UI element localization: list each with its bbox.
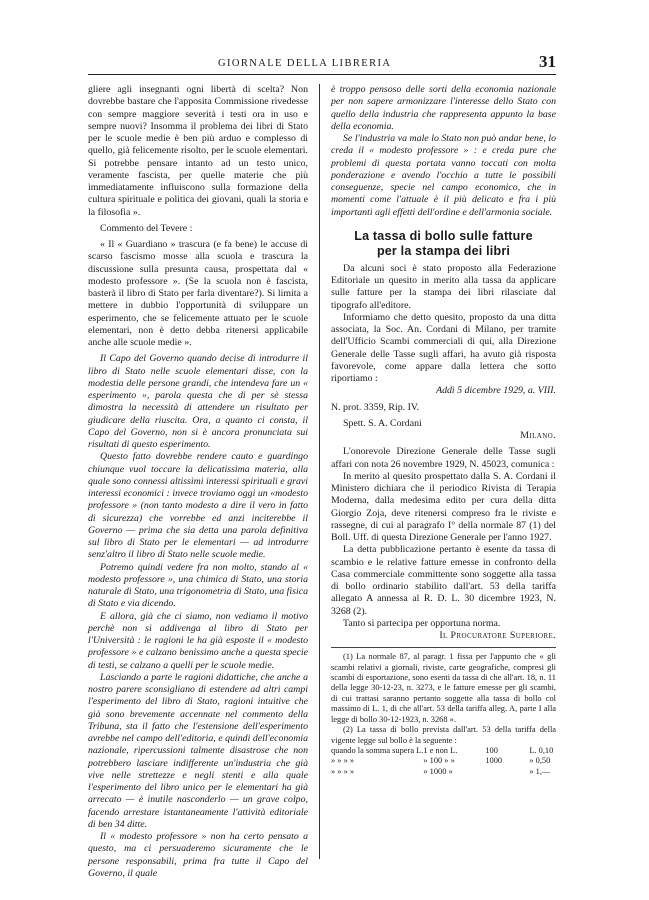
table-cell: 100 bbox=[485, 745, 498, 755]
table-cell: » 1,— bbox=[529, 766, 551, 776]
table-cell: 1000 bbox=[485, 756, 503, 766]
table-row bbox=[331, 746, 556, 756]
recipient-city: Milano. bbox=[520, 430, 556, 441]
paragraph: Lasciando a parte le ragioni didattiche, che anche a nostro parere sconsigliano di estendere ad altri campi l'esperimento del libro di Stato, ragioni intuitive che già sono brevemente accennate nel commento della Tribuna, sta il fatto che l'estensione dell'esperimento avrebbe nel campo dell'editoria, e quindi dell'economia nazionale, ripercussioni talmente disastrose che non potrebbero lasciare indifferente un'industria che già vive nelle strettezze e negli stenti e alla quale l'esperimento del libro unico per le elementari ha già arrecato — è inutile nasconderlo — un grave colpo, facendo arrestare istantaneamente l'attività editoriale di ben 34 ditte. bbox=[88, 671, 308, 830]
paragraph: Se l'industria va male lo Stato non può andar bene, lo creda il « modesto professore » : e creda pure che problemi di questa portata vanno toccati con molta ponderazione e avendo l'occhio a tutte le possibili conseguenze, specie nel campo economico, che in momenti come l'attuale è il più delicato e fra i più importanti agli effetti dell'ordine e dell'armonia sociale. bbox=[331, 133, 556, 218]
paragraph: « Il « Guardiano » trascura (e fa bene) le accuse di scarso fascismo mosse alla scuola e trascura la discussione sulla presunta causa, prospettata dal « modesto professore ». (Se la scuola non è fascista, basterà il libro di Stato per farla diventare?). Si limita a mettere in dubbio l'opportunità di sviluppare un esperimento, che se felicemente attuato per le scuole elementari, non è detto debba ritenersi applicabile anche alle scuole medie ». bbox=[88, 239, 308, 348]
column-divider bbox=[319, 84, 320, 859]
stamp-tax-table bbox=[331, 746, 556, 777]
table-cell bbox=[485, 767, 529, 777]
paragraph: Questo fatto dovrebbe rendere cauto e guardingo chiunque vuol toccare la delicatissima materia, alla quale sono connessi altissimi interessi spirituali e gravi interessi economici : invece troviamo oggi un «modesto professore » (non tanto modesto a dire il vero in fatto di sicurezza) che vorrebbe ed anzi inciterebbe il Governo — prima che sia detta una parola definitiva sul libro di Stato per le elementari — ad introdurre senz'altro il libro di Stato nelle scuole medie. bbox=[88, 451, 308, 561]
right-column bbox=[331, 84, 556, 777]
table-cell: » 1000 » bbox=[423, 766, 453, 776]
paragraph: Informiamo che detto quesito, proposto da una ditta associata, la Soc. An. Cordani di Milano, per tramite dell'Ufficio Scambi commerciali di qui, alla Direzione Generale delle Tasse sugli affari, ha avuto già risposta favorevole, come appare dalla lettera che sotto riportiamo : bbox=[331, 311, 556, 384]
paragraph: Da alcuni soci è stato proposto alla Federazione Editoriale un quesito in merito alla tassa da applicare sulle fatture per la stampa dei libri rilasciate dal tipografo all'editore. bbox=[331, 262, 556, 311]
protocol-number: N. prot. 3359, Rip. IV. bbox=[331, 401, 420, 413]
paragraph: L'onorevole Direzione Generale delle Tasse sugli affari con nota 26 novembre 1929, N. 45023, comunica : bbox=[331, 446, 556, 470]
table-cell: quando la somma supera L. bbox=[331, 745, 424, 755]
paragraph: Commento del Tevere : bbox=[100, 222, 193, 234]
letter-recipient: Spett. S. A. Cordani bbox=[343, 417, 422, 429]
table-row bbox=[331, 756, 556, 766]
paragraph: gliere agli insegnanti ogni libertà di scelta? Non dovrebbe bastare che l'apposita Commissione rivedesse con sempre maggiore severità i testi ora in uso e sempre nuovi? Insomma il problema dei libri di Stato per le scuole medie è ben più arduo e complesso di quello, già felicemente risolto, per le scuole elementari. Si potrebbe pensare intanto ad un testo unico, veramente fascista, per quelle materie che più immediatamente influiscono sulla formazione della cultura spirituale e politica dei giovani, quali la storia e la filosofia ». bbox=[88, 84, 308, 218]
paragraph: In merito al quesito prospettato dalla S. A. Cordani il Ministero dichiara che il periodico Rivista di Terapia Moderna, dalla medesima edito per cura della ditta Giorgio Zoja, deve ritenersi compreso fra le riviste e rassegne, di cui al paragrafo I° della normale 87 (1) del Boll. Uff. di questa Direzione Generale per l'anno 1927. bbox=[331, 470, 556, 543]
journal-title: GIORNALE DELLA LIBRERIA bbox=[218, 58, 392, 69]
table-cell: » 0,50 bbox=[529, 756, 551, 766]
headline-line-1: La tassa di bollo sulle fatture bbox=[354, 228, 533, 243]
table-cell: L. 0,10 bbox=[529, 745, 554, 755]
paragraph: Tanto si partecipa per opportuna norma. bbox=[343, 617, 501, 629]
running-header bbox=[88, 52, 556, 75]
headline-line-2: per la stampa dei libri bbox=[376, 243, 511, 258]
paragraph: La detta pubblicazione pertanto è esente da tassa di scambio e le relative fatture emesse in confronto della Casa commerciale committente sono soggette alla tassa di bollo ordinario stabilito dall'art. 53 della tariffa allegato A annessa al R. D. L. 30 dicembre 1923, N. 3268 (2). bbox=[331, 544, 556, 617]
paragraph: Il Capo del Governo quando decise di introdurre il libro di Stato nelle scuole elementari disse, con la modestia delle persone grandi, che intendeva fare un « esperimento », parola questa che di per sè stessa dimostra la necessità di attendere un risultato per giudicare della riuscita. Ora, a quanto ci consta, il Capo del Governo, non si è ancora pronunciata sui risultati di questo esperimento. bbox=[88, 353, 308, 450]
table-cell: » » » » bbox=[331, 756, 355, 766]
table-cell: » » » » bbox=[331, 766, 355, 776]
paragraph: Il « modesto professore » non ha certo pensato a questo, ma ci persuaderemo sicuramente che le persone responsabili, prima fra tutte il Capo del Governo, il quale bbox=[88, 831, 308, 879]
footnote-rule bbox=[331, 647, 556, 648]
table-row bbox=[331, 767, 556, 777]
paragraph: Potremo quindi vedere fra non molto, stando al « modesto professore », una chimica di Stato, una storia naturale di Stato, una trigonometria di Stato, una fisica di Stato e via dicendo. bbox=[88, 561, 308, 610]
article-headline bbox=[331, 229, 556, 259]
left-column bbox=[88, 84, 308, 880]
page-number: 31 bbox=[539, 52, 556, 71]
paragraph: è troppo pensoso delle sorti della economia nazionale per non sapere armonizzare l'interesse dello Stato con quello della industria che rappresenta appunto la base della economia. bbox=[331, 84, 556, 132]
table-cell: » 100 » » bbox=[423, 756, 455, 766]
footnote: (2) La tassa di bollo prevista dall'art. 53 della tariffa della vigente legge sul bollo è la seguente : bbox=[331, 725, 556, 745]
footnote: (1) La normale 87, al paragr. 1 fissa per l'appunto che « gli scambi relativi a giornali, riviste, carte geografiche, compresi gli scambi di esportazione, sono esenti da tassa di che all'art. 18, n. 11 della legge 30-12-23, n. 3273, e le fatture emesse per gli scambi, di cui trattasi saranno pertanto soggette alla tassa di bollo col massimo di L. 1, di che all'art. 53 della tariffa alleg. A, parte I alla legge di bollo 30-12-1923, n. 3268 ». bbox=[331, 652, 556, 724]
letter-date: Addì 5 dicembre 1929, a. VIII. bbox=[436, 385, 556, 397]
paragraph: E allora, già che ci siamo, non vediamo il motivo perchè non si addivenga al libro di Stato per l'Università : le ragioni le ha già esposte il « modesto professore » e calzano benissimo anche a questa specie di testi, se calzano a quelli per le scuole medie. bbox=[88, 610, 308, 671]
table-cell: 1 e non L. bbox=[423, 745, 458, 755]
letter-signature: Il Procuratore Superiore. bbox=[439, 630, 556, 641]
